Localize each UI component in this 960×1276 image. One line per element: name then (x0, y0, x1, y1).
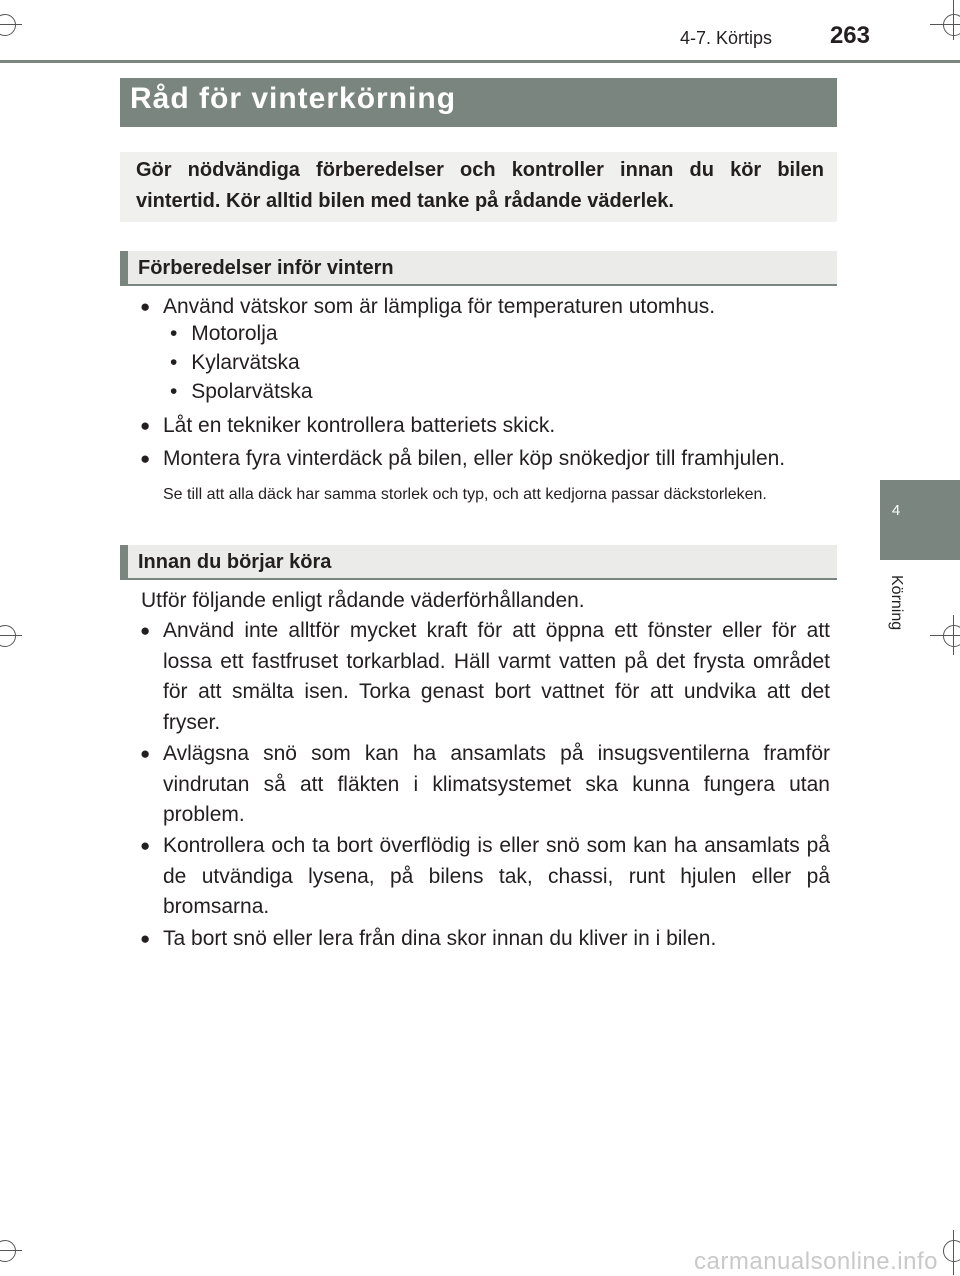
crop-line (0, 635, 22, 636)
crop-line (930, 24, 960, 25)
crop-line (953, 615, 954, 655)
chapter-label-wrap (875, 575, 915, 655)
intro-text: Gör nödvändiga förberedelser och kontroller innan du kör bilen vintertid. Kör alltid bilen med tanke på rådande väderlek. (136, 159, 824, 212)
bullet-icon: ● (140, 297, 151, 316)
header-section-label: 4-7. Körtips (679, 28, 772, 48)
heading-accent-bar (120, 545, 128, 578)
list-item: Avlägsna snö som kan ha ansamlats på insugsventilerna framför vindrutan så att fläkten i klimatsystemet ska kunna fungera utan problem. (163, 742, 830, 826)
page-number: 263 (829, 22, 870, 49)
crop-line (0, 24, 22, 25)
page-title: Råd för vinterkörning (130, 82, 457, 115)
bullet-icon: ● (140, 744, 151, 763)
sub-item-text: Kylarvätska (191, 351, 300, 374)
sub-list-item (170, 322, 278, 346)
list-item: Kontrollera och ta bort överflödig is eller snö som kan ha ansamlats på de utvändiga lysena, på bilens tak, chassi, runt hjulen eller på bromsarna. (163, 834, 830, 918)
crop-mark-top-left (0, 14, 16, 36)
sub-item-text: Motorolja (191, 322, 278, 345)
list-item: Använd vätskor som är lämpliga för temperaturen utomhus. (163, 295, 716, 318)
header-rule (0, 60, 960, 63)
list-item: Montera fyra vinterdäck på bilen, eller köp snökedjor till framhjulen. (163, 447, 786, 470)
section-heading-before-driving (120, 545, 837, 580)
section-heading-text: Förberedelser inför vintern (138, 257, 394, 279)
bullet-icon: ● (140, 621, 151, 640)
list-item: Använd inte alltför mycket kraft för att öppna ett fönster eller för att lossa ett fastfruset torkarblad. Häll varmt vatten på det frysta området för att smälta isen. Torka genast bort vattnet för att undvika att det fryser. (163, 619, 830, 734)
bullet-icon: ● (140, 836, 151, 855)
chapter-tab (880, 480, 960, 560)
sub-bullet-icon: • (170, 380, 178, 403)
chapter-label: Körning (888, 575, 905, 631)
chapter-number: 4 (891, 502, 901, 519)
section-heading-preparations (120, 251, 837, 286)
sub-bullet-icon: • (170, 351, 178, 374)
list-item: Ta bort snö eller lera från dina skor innan du kliver in i bilen. (163, 927, 717, 950)
bullet-icon: ● (140, 449, 151, 468)
crop-mark-top-right (943, 14, 960, 36)
crop-mark-mid-left (0, 625, 16, 647)
crop-line (953, 0, 954, 40)
sub-item-text: Spolarvätska (191, 380, 313, 403)
bullet-icon: ● (140, 929, 151, 948)
crop-mark-bottom-left (0, 1240, 16, 1262)
heading-accent-bar (120, 251, 128, 284)
crop-mark-bottom-right (943, 1240, 960, 1262)
bullet-icon: ● (140, 416, 151, 435)
crop-line (930, 635, 960, 636)
list-item: Låt en tekniker kontrollera batteriets skick. (163, 414, 556, 437)
section-heading-text: Innan du börjar köra (138, 551, 332, 573)
sub-bullet-icon: • (170, 322, 178, 345)
watermark: carmanualsonline.info (694, 1248, 938, 1275)
crop-line (953, 1230, 954, 1275)
crop-line (0, 1250, 22, 1251)
note-text: Se till att alla däck har samma storlek och typ, och att kedjorna passar däckstorleken. (163, 486, 767, 503)
section-intro-text: Utför följande enligt rådande väderförhållanden. (141, 589, 585, 612)
sub-list-item (170, 351, 300, 375)
sub-list-item (170, 380, 313, 404)
crop-mark-mid-right (943, 625, 960, 647)
